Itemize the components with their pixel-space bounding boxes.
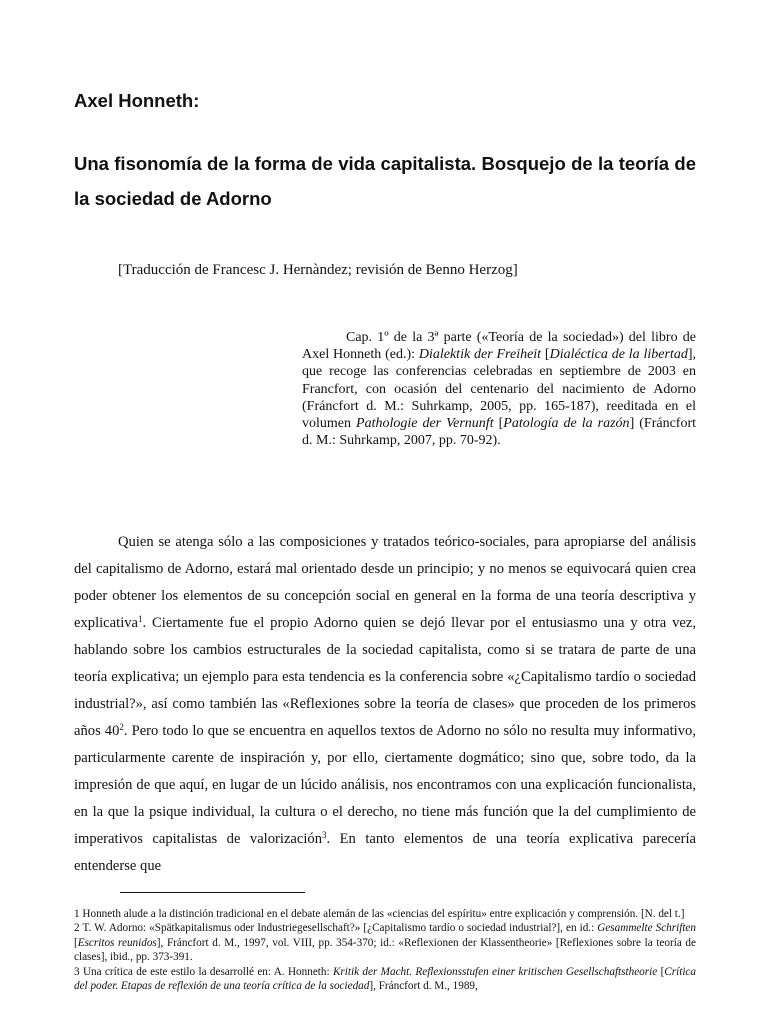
source-note-text: ], que recoge las conferencias celebradas en septiembre de 2003 en Francfort, con ocasión del centenario del nacimiento de Adorno (Fráncfort d. M.: Suhrkamp, 2005, pp. 165-187), reeditada en el volumen xyxy=(302,347,696,432)
source-note xyxy=(302,329,696,449)
source-note-text: [ xyxy=(541,347,550,363)
footnote-ref-2[interactable]: 2 xyxy=(119,722,124,732)
body-text: . Ciertamente fue el propio Adorno quien se dejó llevar por el entusiasmo una y otra vez, hablando sobre los cambios estructurales de la sociedad capitalista, como si se tratara de parte de una teoría explicativa; un ejemplo para esta tendencia es la conferencia sobre «¿Capitalismo tardío o sociedad industrial?», así como también las «Reflexiones sobre la teoría de clases» que proceden de los primeros años 40 xyxy=(74,615,696,739)
source-book-title: Dialektik der Freiheit xyxy=(418,347,542,363)
source-volume-title: Pathologie der Vernunft xyxy=(356,416,494,432)
document-title: Una fisonomía de la forma de vida capitalista. Bosquejo de la teoría de la sociedad de Adorno xyxy=(74,153,696,209)
footnote-italic: Escritos reunidos xyxy=(77,936,157,949)
source-book-translation: Dialéctica de la libertad xyxy=(549,347,688,363)
footnote-separator xyxy=(120,892,305,893)
footnote-text: ], Fráncfort d. M., 1997, vol. VIII, pp. 354-370; id.: «Reflexionen der Klassentheorie» [Reflexiones sobre la teoría de clases], ibid., pp. 373-391. xyxy=(74,936,696,964)
source-note-text: [ xyxy=(493,416,504,432)
footnote-italic: Crítica del poder. Etapas de reflexión de una teoría crítica de la sociedad xyxy=(74,965,696,993)
body-paragraph xyxy=(74,529,696,880)
source-note-text: ] (Fráncfort d. M.: Suhrkamp, 2007, pp. 70-92). xyxy=(302,416,696,449)
footnote-text: ], Fráncfort d. M., 1989, xyxy=(369,980,478,993)
source-volume-translation: Patología de la razón xyxy=(503,416,630,432)
footnote-italic: Gesammelte Schriften xyxy=(597,922,696,935)
footnote-ref-3[interactable]: 3 xyxy=(322,830,327,840)
body-text: . Pero todo lo que se encuentra en aquellos textos de Adorno no sólo no resulta muy informativo, particularmente carente de inspiración y, por ello, ciertamente dogmático; sino que, sobre todo, da la impresión de que aquí, en lugar de un lúcido análisis, nos encontramos con una explicación funcionalista, en la que la psique individual, la cultura o el derecho, no tiene más función que la del cumplimiento de imperativos capitalistas de valorización xyxy=(74,723,696,847)
footnote-1: 1 Honneth alude a la distinción tradicional en el debate alemán de las «ciencias del espíritu» entre explicación y comprensión. [N. del t.] xyxy=(74,908,685,920)
body-text: . En tanto elementos de una teoría explicativa parecería entenderse que xyxy=(74,831,696,874)
footnote-2 xyxy=(74,921,696,964)
author-heading: Axel Honneth: xyxy=(74,90,200,111)
body-text: Quien se atenga sólo a las composiciones y tratados teórico-sociales, para apropiarse del análisis del capitalismo de Adorno, estará mal orientado desde un principio; y no menos se equivocará quien crea poder obtener los elementos de su concepción social en general en la forma de una teoría descriptiva y explicativa xyxy=(74,534,696,631)
footnote-3 xyxy=(74,965,696,994)
footnote-text: [ xyxy=(74,936,78,949)
footnote-ref-1[interactable]: 1 xyxy=(138,614,143,624)
footnote-text: 2 T. W. Adorno: «Spätkapitalismus oder Industriegesellschaft?» [¿Capitalismo tardío o sociedad industrial?], en id.: xyxy=(74,922,598,935)
footnote-text: [ xyxy=(657,965,665,978)
translation-credit: [Traducción de Francesc J. Hernàndez; revisión de Benno Herzog] xyxy=(118,262,518,278)
footnote-italic: Kritik der Macht. Reflexionsstufen einer kritischen Gesellschaftstheorie xyxy=(332,965,658,978)
source-note-text: Cap. 1º de la 3ª parte («Teoría de la sociedad») del libro de Axel Honneth (ed.): xyxy=(302,330,696,363)
footnotes xyxy=(74,907,696,993)
footnote-text: 3 Una crítica de este estilo la desarrollé en: A. Honneth: xyxy=(74,965,333,978)
